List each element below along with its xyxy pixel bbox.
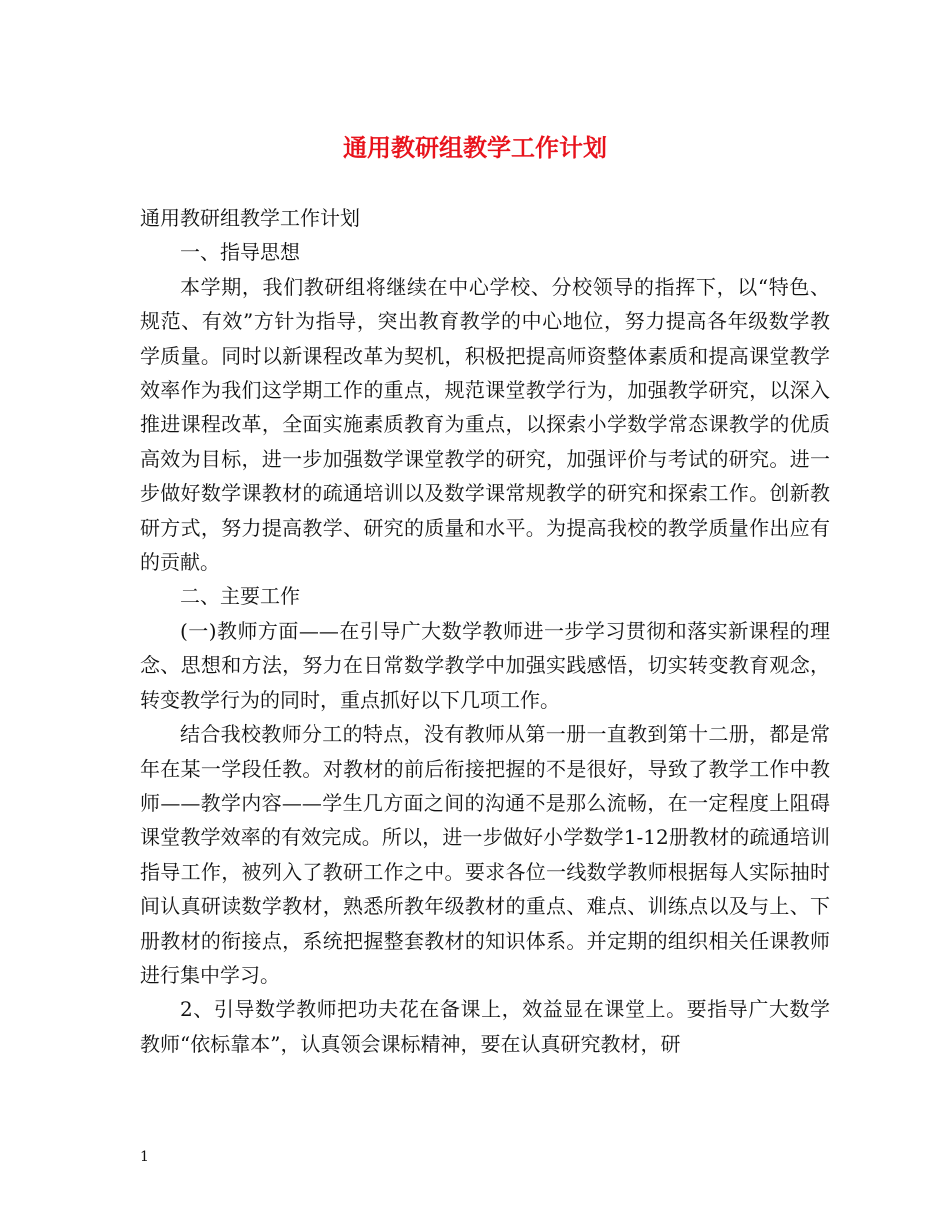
body-heading: 通用教研组教学工作计划: [140, 206, 360, 230]
paragraph-guiding-thought: 本学期，我们教研组将继续在中心学校、分校领导的指挥下，以“特色、规范、有效”方针为指导，突出教育教学的中心地位，努力提高各年级数学教学质量。同时以新课程改革为契机，积极把提高师资整体素质和提高课堂教学效率作为我们这学期工作的重点，规范课堂教学行为，加强教学研究，以深入推进课程改革，全面实施素质教育为重点，以探索小学数学常态课教学的优质高效为目标，进一步加强数学课堂教学的研究，加强评价与考试的研究。进一步做好数学课教材的疏通培训以及数学课常规教学的研究和探索工作。创新教研方式，努力提高教学、研究的质量和水平。为提高我校的教学质量作出应有的贡献。: [140, 274, 830, 575]
paragraph-teacher-division: 结合我校教师分工的特点，没有教师从第一册一直教到第十二册，都是常年在某一学段任教。对教材的前后衔接把握的不是很好，导致了教学工作中教师——教学内容——学生几方面之间的沟通不是那么流畅，在一定程度上阻碍课堂教学效率的有效完成。所以，进一步做好小学数学1-12册教材的疏通培训指导工作，被列入了教研工作之中。要求各位一线数学教师根据每人实际抽时间认真研读数学教材，熟悉所教年级教材的重点、难点、训练点以及与上、下册教材的衔接点，系统把握整套教材的知识体系。并定期的组织相关任课教师进行集中学习。: [140, 722, 830, 987]
paragraph-lesson-prep: 2、引导数学教师把功夫花在备课上，效益显在课堂上。要指导广大数学教师“依标靠本”，认真领会课标精神，要在认真研究教材，研: [140, 997, 830, 1056]
section-heading-main-work: 二、主要工作: [180, 584, 300, 609]
document-title: 通用教研组教学工作计划: [343, 133, 607, 162]
page-number: 1: [140, 1149, 149, 1165]
section-heading-guiding-thought: 一、指导思想: [180, 240, 300, 265]
document-body: [140, 201, 830, 1061]
paragraph-teacher-aspect: (一)教师方面——在引导广大数学教师进一步学习贯彻和落实新课程的理念、思想和方法，努力在日常数学教学中加强实践感悟，切实转变教育观念，转变教学行为的同时，重点抓好以下几项工作。: [140, 618, 830, 712]
